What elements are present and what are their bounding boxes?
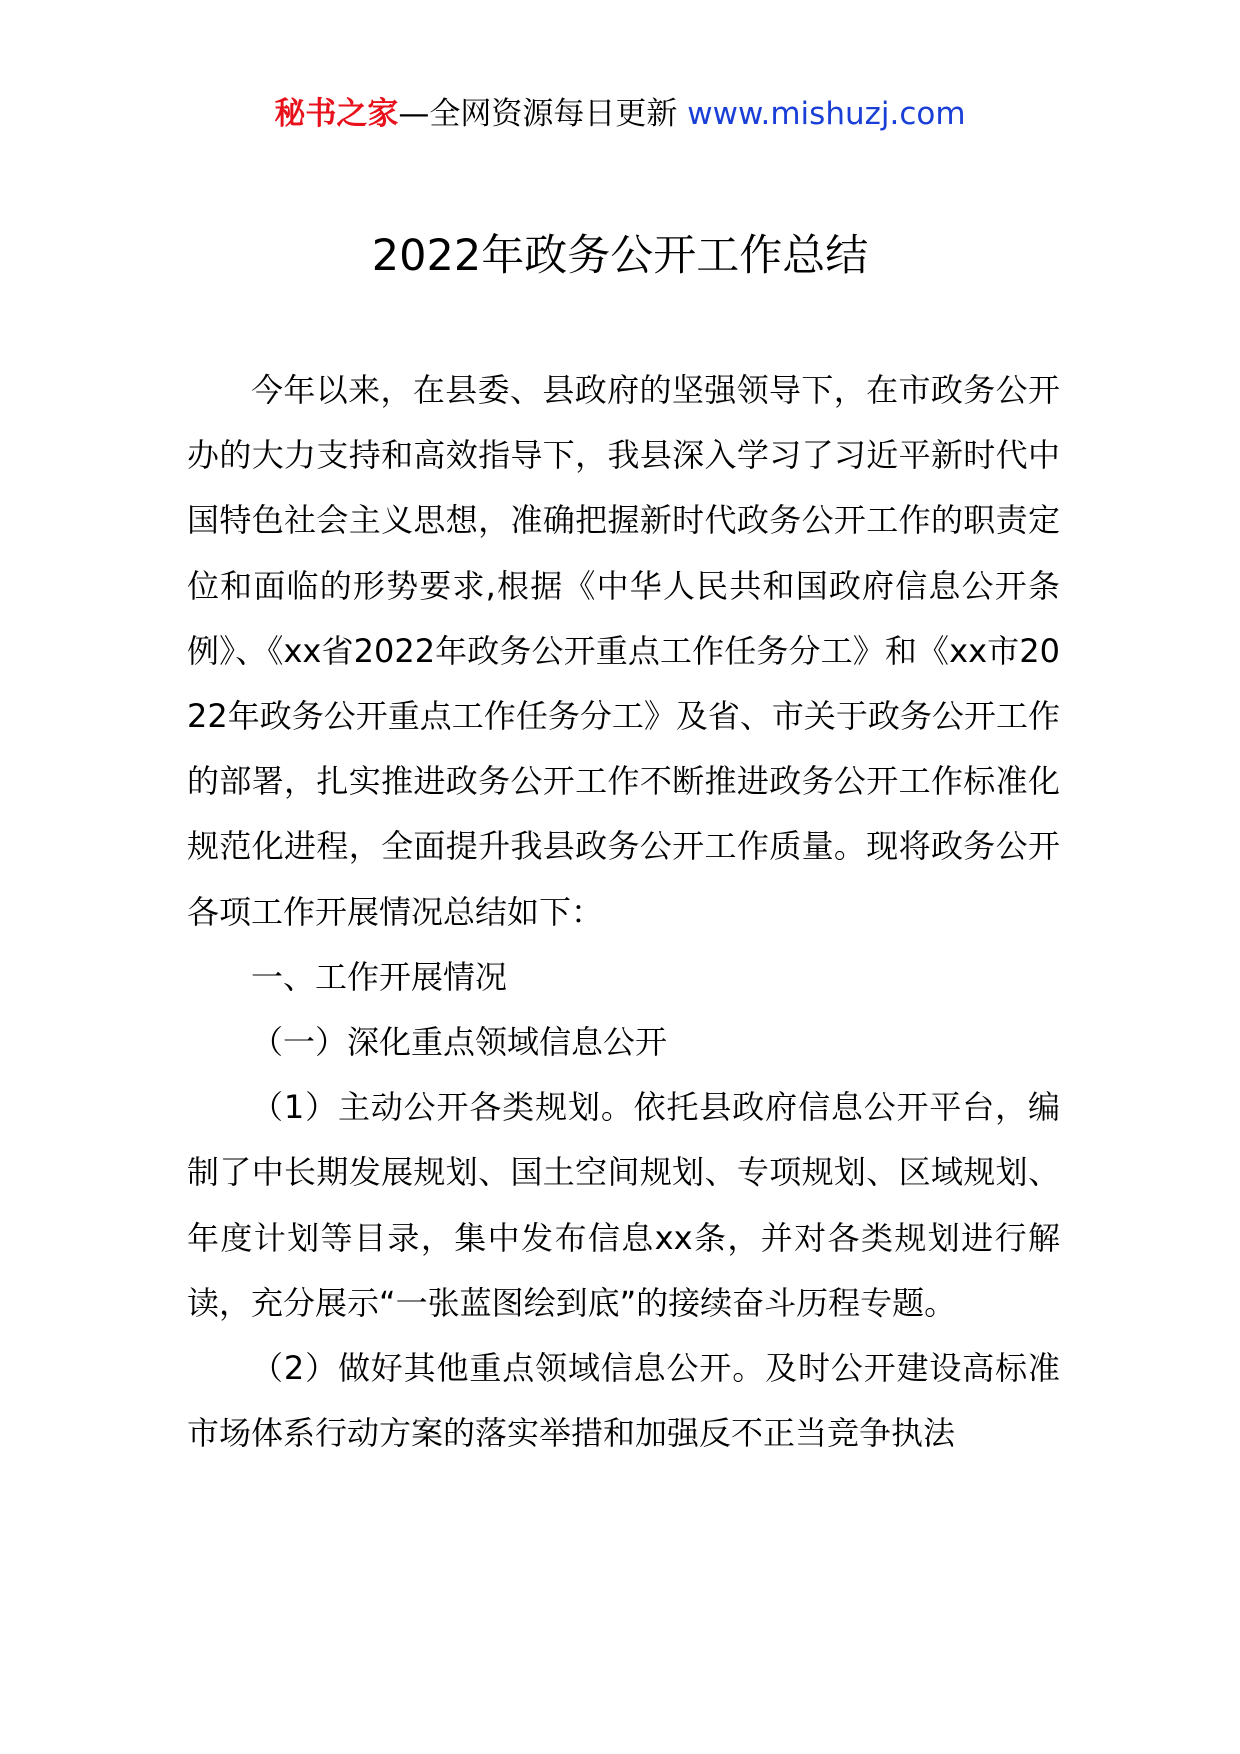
document-body xyxy=(187,358,1060,1466)
site-brand: 秘书之家 xyxy=(274,96,399,132)
intro-paragraph: 今年以来，在县委、县政府的坚强领导下，在市政务公开办的大力支持和高效指导下，我县深入学习了习近平新时代中国特色社会主义思想，准确把握新时代政务公开工作的职责定位和面临的形势要求,根据《中华人民共和国政府信息公开条例》、《xx省2022年政务公开重点工作任务分工》和《xx市2022年政务公开重点工作任务分工》及省、市关于政务公开工作的部署，扎实推进政务公开工作不断推进政务公开工作标准化规范化进程，全面提升我县政务公开工作质量。现将政务公开各项工作开展情况总结如下： xyxy=(187,371,1060,931)
item-paragraph-2: （2）做好其他重点领域信息公开。及时公开建设高标准市场体系行动方案的落实举措和加强反不正当竞争执法 xyxy=(187,1349,1060,1453)
section-heading: 一、工作开展情况 xyxy=(251,957,508,996)
site-tagline: —全网资源每日更新 xyxy=(398,96,688,132)
site-header xyxy=(0,94,1240,134)
subsection-heading: （一）深化重点领域信息公开 xyxy=(251,1023,668,1062)
document-title: 2022年政务公开工作总结 xyxy=(371,231,869,281)
site-url-link[interactable]: www.mishuzj.com xyxy=(687,96,966,132)
item-paragraph-1: （1）主动公开各类规划。依托县政府信息公开平台，编制了中长期发展规划、国土空间规划、专项规划、区域规划、年度计划等目录，集中发布信息xx条，并对各类规划进行解读，充分展示“一张蓝图绘到底”的接续奋斗历程专题。 xyxy=(187,1088,1060,1322)
